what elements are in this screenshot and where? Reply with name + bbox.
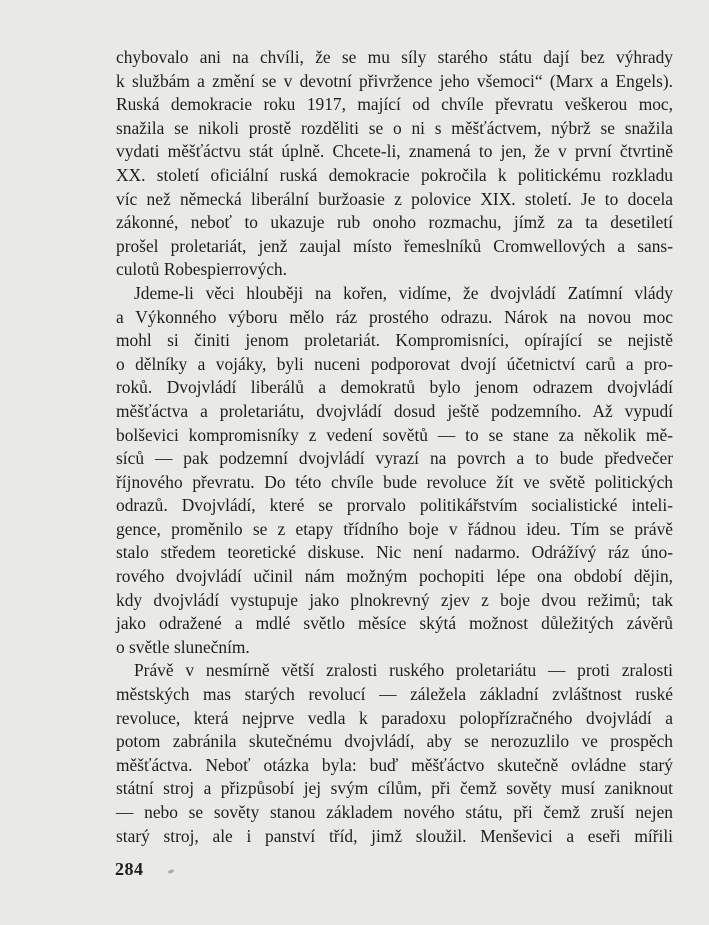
text-line: Jdeme-li věci hlouběji na kořen, vidíme, že dvojvládí Zatímní vlády: [134, 282, 673, 303]
text-line: k službám a změní se v devotní přivržence jeho všemoci“ (Marx a Engels).: [116, 70, 673, 91]
page-number: 284: [115, 859, 144, 879]
text-line: mohl si činiti jenom proletariát. Kompromisníci, opírající se nejistě: [116, 330, 673, 351]
text-line: o světle slunečním.: [116, 636, 250, 657]
text-line: snažila se nikoli prostě rozděliti se o ni s měšťáctvem, nýbrž se snažila: [116, 117, 673, 138]
paragraph: [116, 282, 673, 660]
text-line: vydati měšťáctvu stát úplně. Chcete-li, znamená to jen, že v první čtvrtině: [116, 141, 673, 162]
body-text: [116, 46, 673, 848]
text-line: měšťáctva. Neboť otázka byla: buď měšťáctvo skutečně ovládne starý: [116, 754, 673, 775]
scan-speck: [168, 869, 175, 874]
text-line: síců — pak podzemní dvojvládí vyrazí na povrch a to bude předvečer: [116, 448, 673, 469]
text-line: Právě v nesmírně větší zralosti ruského proletariátu — proti zralosti: [134, 660, 673, 681]
text-line: culotů Robespierrových.: [116, 259, 287, 280]
text-line: revoluce, která nejprve vedla k paradoxu polopřízračného dvojvládí a: [116, 707, 673, 728]
text-line: měšťáctva a proletariátu, dvojvládí dosud ještě podzemního. Až vypudí: [116, 400, 673, 421]
text-line: kdy dvojvládí vystupuje jako plnokrevný zjev z boje dvou režimů; tak: [116, 589, 673, 610]
text-line: gence, proměnilo se z etapy třídního boje v řádnou ideu. Tím se právě: [116, 518, 673, 539]
text-line: rového dvojvládí učinil nám možným pochopiti lépe ona období dějin,: [116, 566, 673, 587]
text-line: starý stroj, ale i panství tříd, jimž sloužil. Menševici a eseři mířili: [116, 825, 673, 846]
text-line: jako odražené a mdlé světlo měsíce skýtá možnost důležitých závěrů: [116, 613, 673, 634]
text-line: potom zabránila skutečnému dvojvládí, aby se nerozuzlilo ve prospěch: [116, 731, 673, 752]
text-line: Ruská demokracie roku 1917, mající od chvíle převratu veškerou moc,: [116, 94, 673, 115]
paragraph: [116, 46, 673, 282]
text-line: — nebo se sověty stanou základem nového státu, při čemž zruší nejen: [116, 802, 673, 822]
text-line: zákonné, neboť to ukazuje rub onoho rozmachu, jímž za ta desetiletí: [116, 212, 673, 233]
text-line: a Výkonného výboru mělo ráz prostého odrazu. Nárok na novou moc: [116, 306, 673, 327]
text-line: chybovalo ani na chvíli, že se mu síly starého státu dají bez výhrady: [116, 47, 673, 67]
text-line: odrazů. Dvojvládí, které se prorvalo politikářstvím socialistické inteli-: [116, 495, 673, 516]
paragraph: [116, 659, 673, 848]
text-line: městských mas starých revolucí — záležela základní zvláštnost ruské: [116, 684, 673, 705]
text-line: XX. století oficiální ruská demokracie pokročila k politickému rozkladu: [116, 164, 673, 185]
text-line: o dělníky a vojáky, byli nuceni podporovat dvojí účetnictví carů a pro-: [116, 353, 673, 374]
text-line: říjnového převratu. Do této chvíle bude revoluce žít ve světě politických: [116, 471, 673, 492]
text-line: víc než německá liberální buržoasie z polovice XIX. století. Je to docela: [116, 188, 673, 209]
text-line: prošel proletariát, jenž zaujal místo řemeslníků Cromwellových a sans-: [116, 235, 673, 256]
text-line: stalo středem teoretické diskuse. Nic není nadarmo. Odrážívý ráz úno-: [116, 542, 673, 563]
text-line: státní stroj a přizpůsobí jej svým cílům, při čemž sověty musí zaniknout: [116, 778, 673, 799]
text-line: roků. Dvojvládí liberálů a demokratů bylo jenom odrazem dvojvládí: [116, 377, 673, 398]
text-line: bolševici kompromisníky z vedení sovětů — to se stane za několik mě-: [116, 424, 673, 445]
